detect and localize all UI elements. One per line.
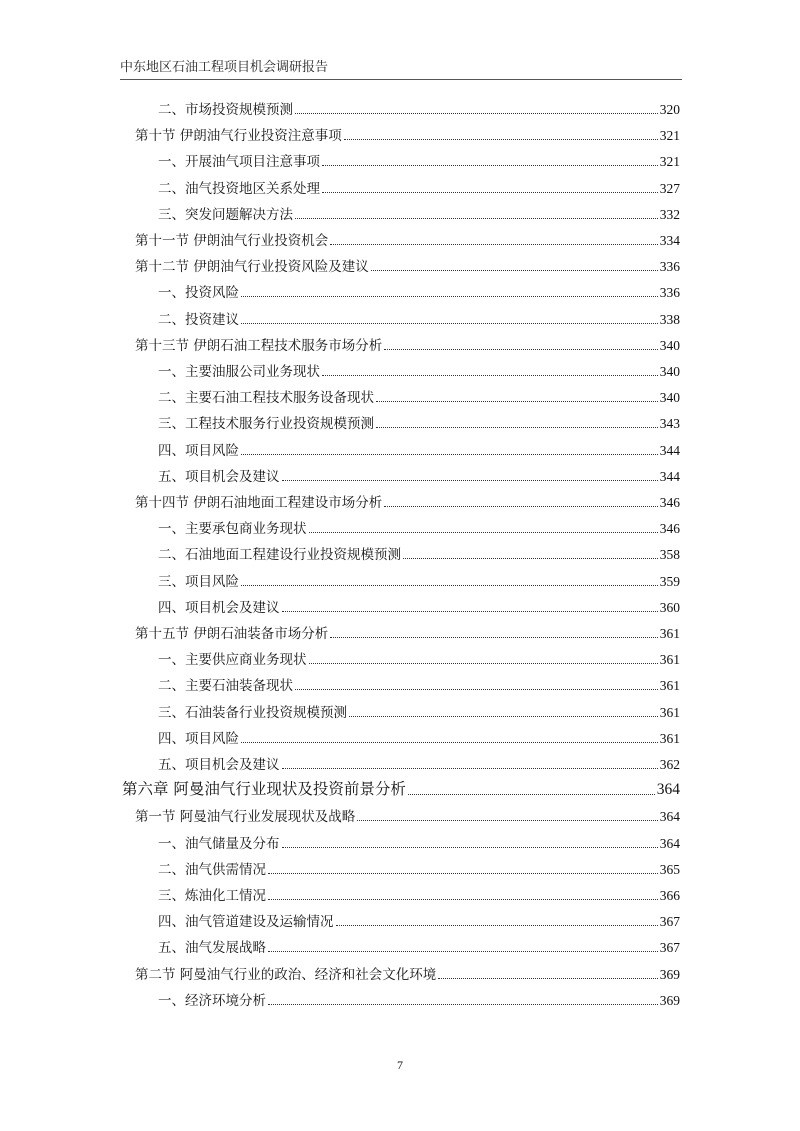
header-title: 中东地区石油工程项目机会调研报告 [120, 60, 329, 75]
toc-leader-dots [295, 689, 658, 690]
toc-entry-page: 332 [659, 206, 680, 222]
toc-entry-title: 五、油气发展战略 [158, 940, 266, 957]
toc-entry-page: 343 [659, 416, 680, 432]
toc-entry-page: 346 [659, 495, 680, 510]
toc-entry-title: 二、投资建议 [158, 311, 239, 328]
toc-entry[interactable] [135, 805, 680, 825]
toc-leader-dots [322, 375, 658, 376]
toc-leader-dots [241, 742, 658, 743]
toc-entry-page: 346 [659, 521, 680, 537]
toc-entry-title: 三、工程技术服务行业投资规模预测 [158, 416, 374, 433]
toc-entry-title: 四、项目机会及建议 [158, 599, 280, 616]
toc-entry[interactable] [135, 963, 680, 983]
toc-entry-page: 320 [659, 102, 680, 117]
toc-entry[interactable] [135, 622, 680, 642]
toc-leader-dots [268, 899, 658, 900]
toc-entry-title: 五、项目机会及建议 [158, 468, 280, 485]
toc-entry-title: 第二节 阿曼油气行业的政治、经济和社会文化环境 [135, 966, 437, 983]
toc-entry-page: 340 [659, 337, 680, 353]
toc-entry-title: 二、主要石油工程技术服务设备现状 [158, 390, 374, 407]
toc-entry-title: 五、项目机会及建议 [158, 757, 280, 773]
toc-entry[interactable] [158, 177, 680, 197]
toc-entry-page: 340 [659, 390, 680, 406]
toc-entry-title: 二、市场投资规模预测 [158, 102, 293, 118]
toc-entry-title: 二、油气投资地区关系处理 [158, 180, 320, 197]
toc-leader-dots [241, 323, 658, 324]
toc-entry-title: 第十节 伊朗油气行业投资注意事项 [135, 128, 342, 145]
toc-entry-title: 第十三节 伊朗石油工程技术服务市场分析 [135, 337, 383, 354]
toc-entry-title: 四、油气管道建设及运输情况 [158, 914, 334, 931]
toc-leader-dots [295, 113, 658, 114]
toc-entry-title: 四、项目风险 [158, 442, 239, 459]
toc-leader-dots [268, 1004, 658, 1005]
toc-leader-dots [349, 716, 658, 717]
toc-entry-title: 四、项目风险 [158, 730, 239, 747]
toc-entry[interactable] [135, 124, 680, 144]
toc-leader-dots [376, 401, 658, 402]
toc-entry-page: 344 [659, 468, 680, 484]
toc-entry[interactable] [158, 386, 680, 406]
toc-entry[interactable] [158, 989, 680, 1009]
toc-leader-dots [371, 270, 658, 271]
toc-entry-page: 361 [659, 704, 680, 720]
toc-entry-page: 361 [659, 730, 680, 746]
toc-leader-dots [376, 427, 658, 428]
header-rule [120, 79, 682, 80]
toc-entry-page: 369 [659, 992, 680, 1008]
toc-leader-dots [241, 296, 658, 297]
toc-entry-title: 第十二节 伊朗油气行业投资风险及建议 [135, 259, 369, 276]
toc-entry-page: 362 [659, 757, 680, 772]
toc-entry-title: 二、主要石油装备现状 [158, 678, 293, 695]
toc-entry-page: 327 [659, 180, 680, 196]
toc-entry[interactable] [158, 543, 680, 563]
toc-entry-page: 336 [659, 285, 680, 301]
toc-leader-dots [357, 820, 657, 821]
toc-leader-dots [295, 218, 658, 219]
toc-entry[interactable] [158, 308, 680, 328]
toc-leader-dots [309, 663, 658, 664]
toc-leader-dots [330, 244, 657, 245]
toc-entry-page: 361 [659, 652, 680, 668]
toc-entry[interactable] [158, 412, 680, 432]
toc-entry[interactable] [122, 779, 680, 799]
toc-leader-dots [268, 951, 658, 952]
toc-entry[interactable] [158, 98, 680, 118]
toc-entry[interactable] [158, 648, 680, 668]
toc-entry[interactable] [158, 936, 680, 956]
toc-entry-title: 一、主要供应商业务现状 [158, 652, 307, 669]
toc-leader-dots [408, 794, 655, 795]
toc-entry-page: 369 [659, 966, 680, 982]
toc-leader-dots [322, 192, 658, 193]
toc-entry[interactable] [135, 255, 680, 275]
toc-entry-title: 三、炼油化工情况 [158, 888, 266, 904]
toc-entry[interactable] [158, 203, 680, 223]
toc-entry[interactable] [135, 491, 680, 511]
toc-entry[interactable] [158, 832, 680, 852]
toc-leader-dots [268, 873, 658, 874]
toc-entry-page: 334 [659, 233, 680, 248]
toc-leader-dots [241, 454, 658, 455]
toc-entry-title: 第十五节 伊朗石油装备市场分析 [135, 626, 329, 642]
toc-entry-page: 340 [659, 364, 680, 379]
toc-entry[interactable] [158, 884, 680, 904]
toc-leader-dots [336, 925, 658, 926]
toc-entry-page: 321 [659, 128, 680, 144]
toc-entry-title: 二、油气供需情况 [158, 861, 266, 878]
toc-entry-page: 358 [659, 547, 680, 563]
toc-leader-dots [330, 637, 657, 638]
toc-entry[interactable] [158, 150, 680, 170]
toc-leader-dots [438, 978, 657, 979]
toc-entry[interactable] [158, 753, 680, 773]
toc-entry[interactable] [158, 439, 680, 459]
toc-leader-dots [282, 768, 658, 769]
toc-entry[interactable] [158, 674, 680, 694]
toc-entry-title: 第十一节 伊朗油气行业投资机会 [135, 233, 329, 249]
toc-leader-dots [282, 480, 658, 481]
toc-entry-title: 第六章 阿曼油气行业现状及投资前景分析 [122, 780, 406, 799]
toc-entry-page: 364 [659, 835, 680, 851]
toc-entry-page: 321 [659, 154, 680, 170]
toc-entry[interactable] [158, 910, 680, 930]
toc-entry-page: 361 [659, 678, 680, 694]
toc-entry[interactable] [158, 360, 680, 380]
toc-leader-dots [282, 611, 658, 612]
toc-entry-page: 365 [659, 861, 680, 877]
toc-entry[interactable] [158, 727, 680, 747]
toc-entry-title: 三、石油装备行业投资规模预测 [158, 704, 347, 721]
toc-leader-dots [309, 532, 658, 533]
toc-entry-title: 一、主要油服公司业务现状 [158, 364, 320, 380]
toc-leader-dots [384, 349, 657, 350]
toc-entry-title: 第一节 阿曼油气行业发展现状及战略 [135, 809, 356, 826]
toc-entry-title: 三、项目风险 [158, 573, 239, 590]
toc-entry-title: 三、突发问题解决方法 [158, 206, 293, 223]
toc-entry-page: 336 [659, 259, 680, 275]
toc-entry-page: 364 [659, 809, 680, 825]
toc-entry-title: 一、经济环境分析 [158, 992, 266, 1009]
toc-entry[interactable] [158, 858, 680, 878]
toc-entry-title: 第十四节 伊朗石油地面工程建设市场分析 [135, 495, 383, 511]
toc-entry-page: 344 [659, 442, 680, 458]
toc-entry[interactable] [135, 229, 680, 249]
toc-entry-page: 367 [659, 914, 680, 930]
toc-entry-title: 一、油气储量及分布 [158, 835, 280, 852]
toc-entry[interactable] [158, 465, 680, 485]
toc-leader-dots [241, 585, 658, 586]
toc-entry-page: 367 [659, 940, 680, 956]
toc-leader-dots [384, 506, 657, 507]
toc-entry-page: 366 [659, 888, 680, 903]
toc-leader-dots [403, 558, 658, 559]
toc-entry[interactable] [158, 570, 680, 590]
toc-entry-title: 一、投资风险 [158, 285, 239, 302]
toc-entry-page: 338 [659, 311, 680, 327]
toc-entry[interactable] [135, 334, 680, 354]
toc-entry-page: 359 [659, 573, 680, 589]
toc-entry-page: 364 [656, 781, 680, 799]
toc-entry[interactable] [158, 701, 680, 721]
toc-entry-page: 361 [659, 626, 680, 641]
toc-entry-page: 360 [659, 599, 680, 615]
toc-leader-dots [322, 165, 658, 166]
toc-leader-dots [344, 139, 658, 140]
toc-entry-title: 二、石油地面工程建设行业投资规模预测 [158, 547, 401, 564]
toc-entry[interactable] [158, 517, 680, 537]
toc-entry[interactable] [158, 281, 680, 301]
page-number: 7 [397, 1058, 403, 1072]
toc-leader-dots [282, 847, 658, 848]
toc-entry[interactable] [158, 596, 680, 616]
toc-entry-title: 一、主要承包商业务现状 [158, 521, 307, 538]
toc-entry-title: 一、开展油气项目注意事项 [158, 154, 320, 171]
